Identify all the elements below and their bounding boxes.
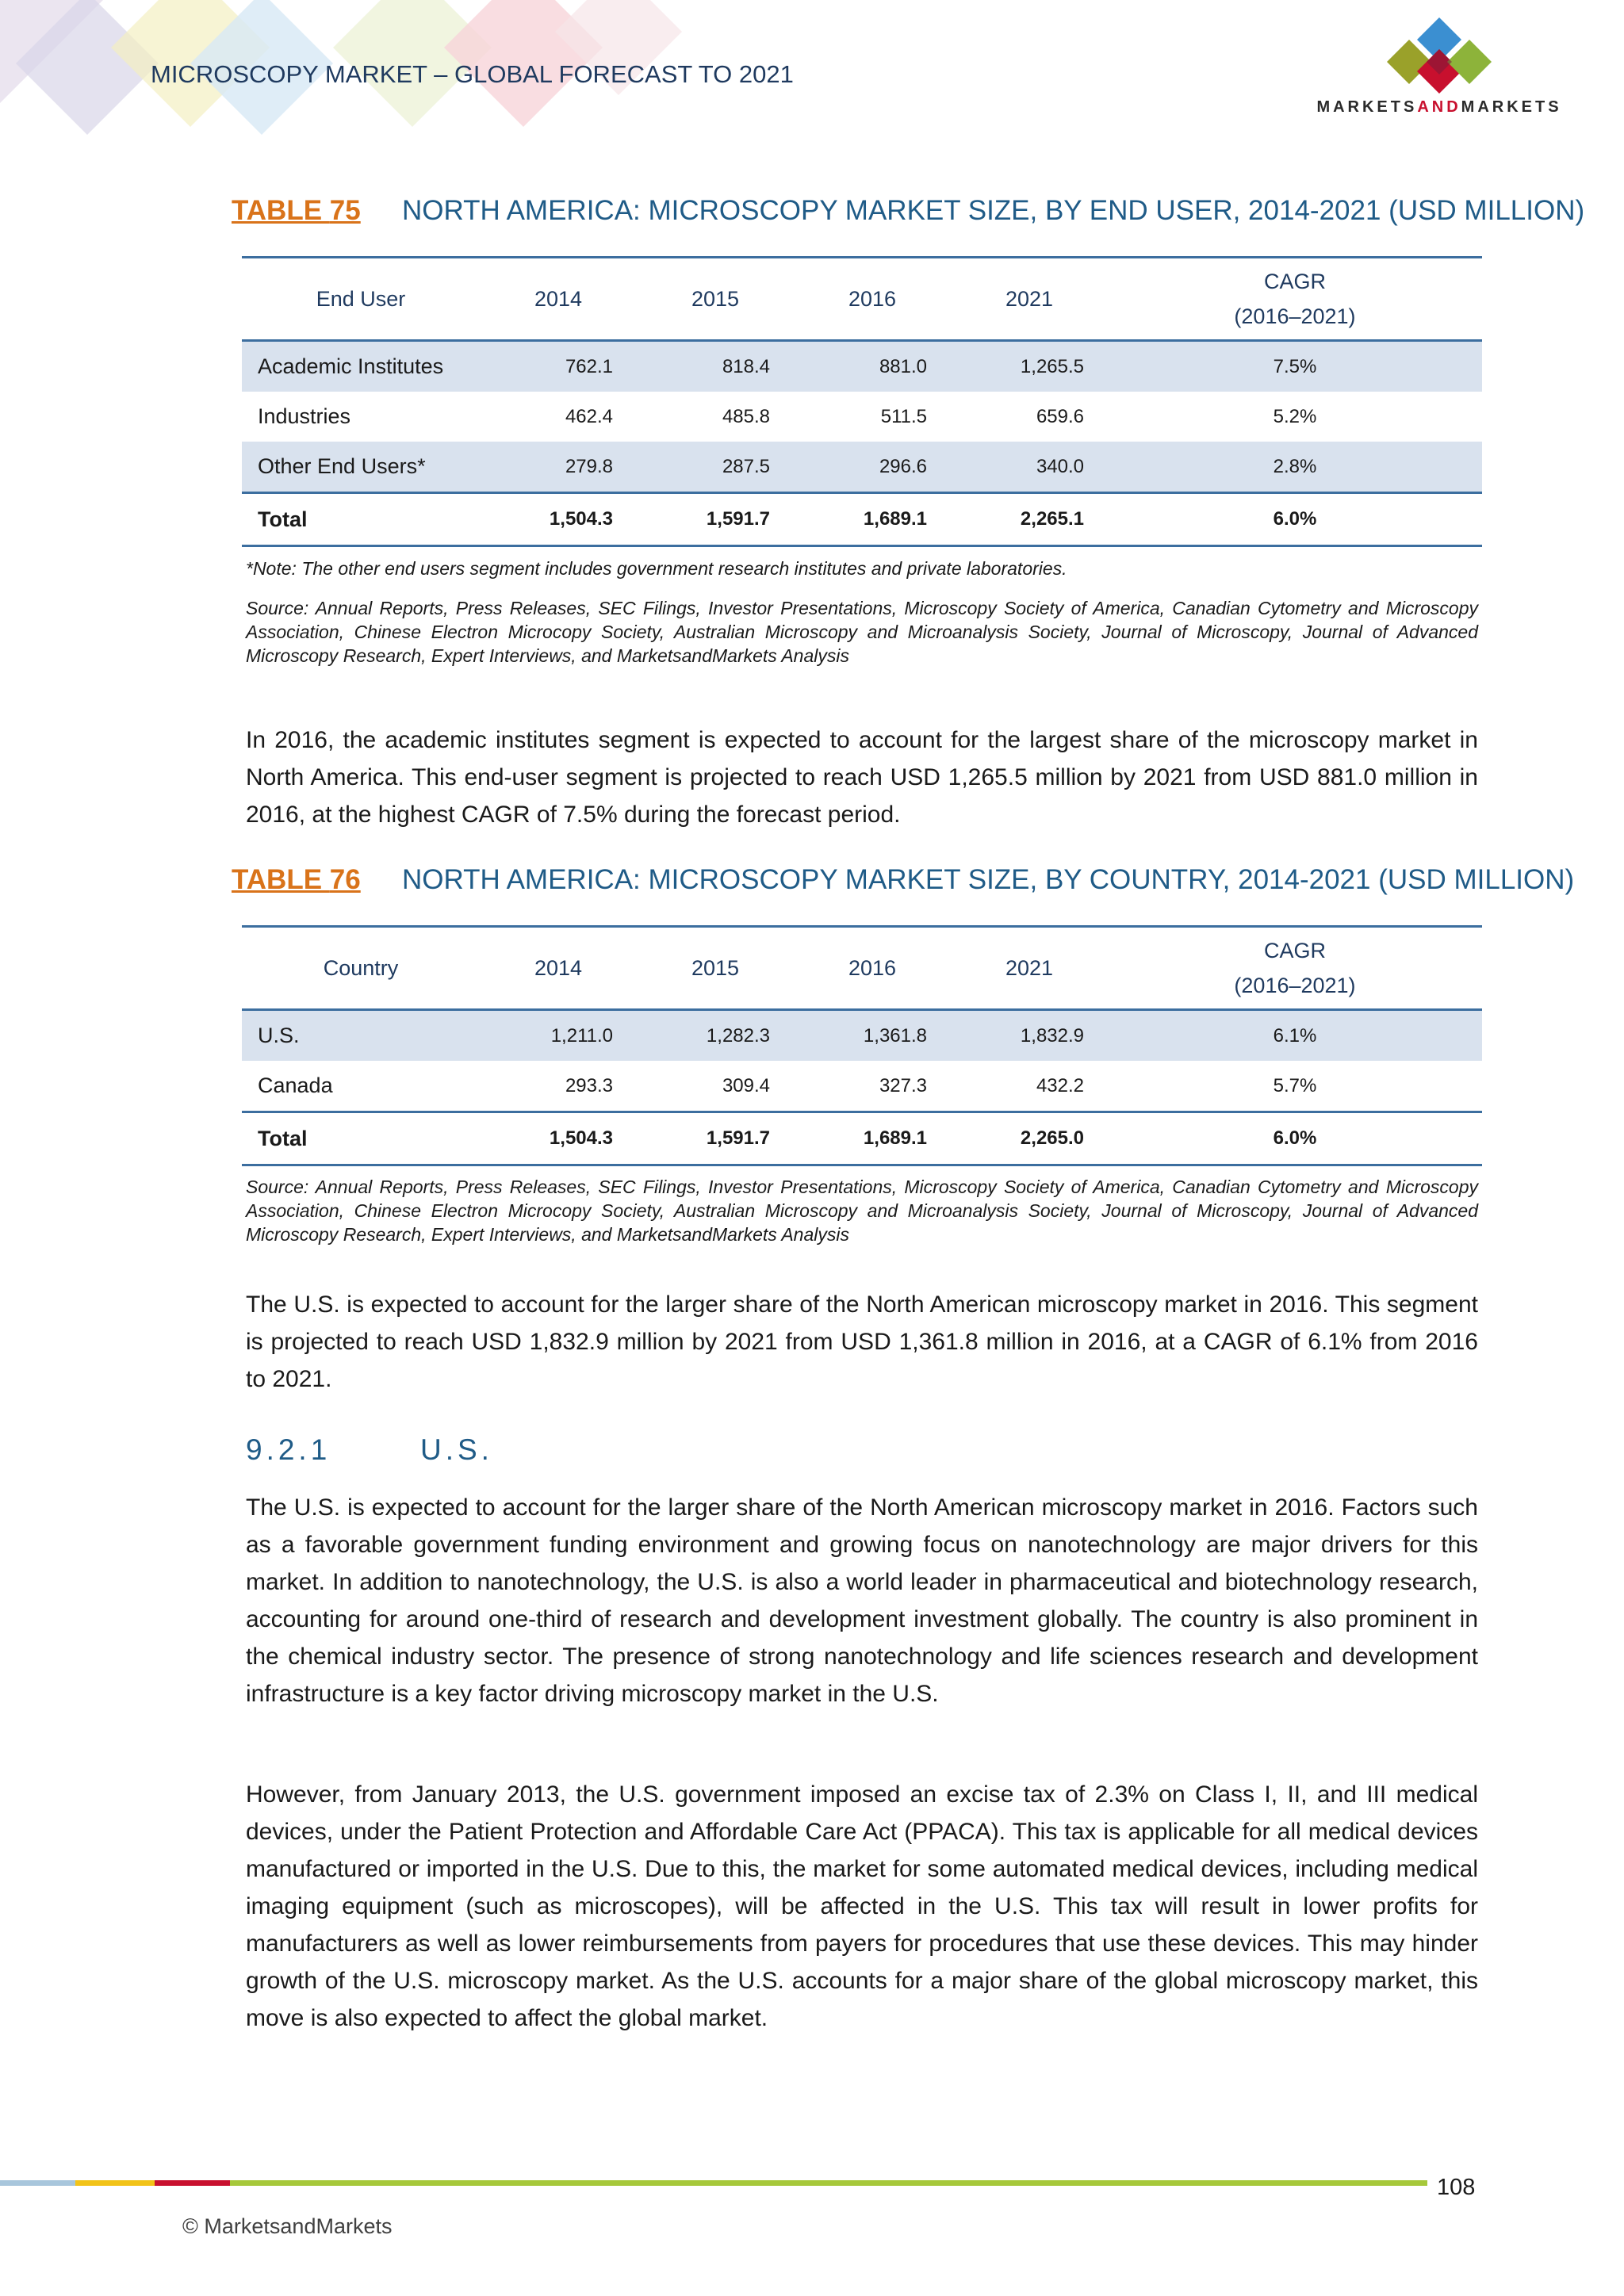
row-label: U.S. (242, 1010, 480, 1062)
copyright: © MarketsandMarkets (182, 2214, 393, 2238)
cell-2021: 659.6 (1036, 405, 1084, 427)
row-label: Academic Institutes (242, 341, 480, 392)
table-75-source: Source: Annual Reports, Press Releases, SEC Filings, Investor Presentations, Microscopy Society of America, Canadian Cytometry and Microscopy Association, Chinese Electron Microcopy Society, Australian Microscopy and Microanalysis Society, Journal of Microscopy, Journal of Advanced Microscopy Research, Expert Interviews, and MarketsandMarkets Analysis (246, 598, 1478, 666)
table-75 (242, 256, 1482, 547)
table-row (242, 392, 1482, 442)
table-header-row (242, 927, 1482, 1010)
row-label: Canada (258, 1073, 333, 1097)
cell-cagr: 7.5% (1108, 341, 1482, 392)
table-76-title: NORTH AMERICA: MICROSCOPY MARKET SIZE, BY COUNTRY, 2014-2021 (USD MILLION) (402, 864, 1575, 895)
column-header: 2015 (637, 927, 794, 1010)
table-total-row (242, 1112, 1482, 1165)
cell-cagr: 6.0% (1108, 493, 1482, 546)
table-75-title: NORTH AMERICA: MICROSCOPY MARKET SIZE, BY END USER, 2014-2021 (USD MILLION) (402, 195, 1585, 226)
table-header-row (242, 258, 1482, 341)
column-header: 2014 (480, 927, 637, 1010)
footer-color-bar (0, 2180, 1427, 2186)
cell-2014: 1,504.3 (480, 1112, 637, 1165)
cell-2014: 279.8 (480, 442, 637, 493)
running-header: MICROSCOPY MARKET – GLOBAL FORECAST TO 2021 (151, 60, 794, 88)
cell-cagr: 6.0% (1108, 1112, 1482, 1165)
cell-2014: 762.1 (480, 341, 637, 392)
logo-wordmark: MARKETSANDMARKETS (1316, 98, 1562, 116)
row-label: Industries (258, 404, 351, 428)
table-row (242, 1010, 1482, 1062)
paragraph-us-drivers: The U.S. is expected to account for the larger share of the North American microscopy market in 2016. Factors such as a favorable government funding environment and growing focus on nanotechnology are major drivers for this market. In addition to nanotechnology, the U.S. is also a world leader in pharmaceutical and biotechnology research, accounting for around one-third of research and development investment globally. The country is also prominent in the chemical industry sector. The presence of strong nanotechnology and life sciences research and development infrastructure is a key factor driving microscopy market in the U.S. (246, 1494, 1478, 1707)
cell-2021: 340.0 (951, 442, 1108, 493)
section-heading (246, 1433, 493, 1467)
table-total-row (242, 493, 1482, 546)
cell-2015: 1,591.7 (637, 493, 794, 546)
cell-2021: 2,265.1 (951, 493, 1108, 546)
table-row (242, 341, 1482, 392)
cell-2015: 1,282.3 (637, 1010, 794, 1062)
table-75-label[interactable]: TABLE 75 (232, 195, 361, 226)
marketsandmarkets-logo (1293, 16, 1586, 119)
cell-2016: 327.3 (879, 1074, 927, 1096)
cell-2016: 1,361.8 (794, 1010, 951, 1062)
cell-2014: 462.4 (565, 405, 613, 427)
column-header: 2015 (637, 258, 794, 341)
cell-2016: 296.6 (794, 442, 951, 493)
column-header: 2016 (794, 258, 951, 341)
row-label: Other End Users* (242, 442, 480, 493)
column-header: 2021 (951, 258, 1108, 341)
cell-2016: 1,689.1 (794, 493, 951, 546)
cell-2014: 1,211.0 (480, 1010, 637, 1062)
cell-2015: 818.4 (637, 341, 794, 392)
cell-2014: 1,504.3 (480, 493, 637, 546)
column-header: Country (242, 927, 480, 1010)
cell-2016: 511.5 (880, 405, 927, 427)
table-76-label[interactable]: TABLE 76 (232, 864, 361, 895)
paragraph-academic-institutes: In 2016, the academic institutes segment is expected to account for the largest share of the microscopy market in North America. This end-user segment is projected to reach USD 1,265.5 million by 2021 from USD 881.0 million in 2016, at the highest CAGR of 7.5% during the forecast period. (246, 727, 1478, 828)
cell-2016: 881.0 (794, 341, 951, 392)
cell-2021: 1,832.9 (951, 1010, 1108, 1062)
table-row (242, 442, 1482, 493)
table-76 (242, 925, 1482, 1166)
column-header: 2021 (951, 927, 1108, 1010)
table-76-caption (232, 864, 1574, 896)
cell-2021: 432.2 (1036, 1074, 1084, 1096)
cell-2015: 485.8 (722, 405, 770, 427)
row-label: Total (242, 493, 480, 546)
cell-cagr: 5.2% (1273, 405, 1317, 427)
column-header: 2014 (480, 258, 637, 341)
section-number: 9.2.1 (246, 1433, 331, 1466)
table-row (242, 1061, 1482, 1112)
cell-2015: 287.5 (637, 442, 794, 493)
section-title: U.S. (420, 1433, 493, 1466)
cell-2014: 293.3 (565, 1074, 613, 1096)
table-75-caption (232, 195, 1584, 227)
column-header-cagr: CAGR (2016–2021) (1108, 927, 1482, 1010)
column-header: 2016 (794, 927, 951, 1010)
column-header: End User (242, 258, 480, 341)
cell-cagr: 2.8% (1108, 442, 1482, 493)
paragraph-us-excise-tax: However, from January 2013, the U.S. government imposed an excise tax of 2.3% on Class I, II, and III medical devices, under the Patient Protection and Affordable Care Act (PPACA). This tax is applicable for all medical devices manufactured or imported in the U.S. Due to this, the market for some automated medical devices, including medical imaging equipment (such as microscopes), will be affected in the U.S. This tax will result in lower profits for manufacturers as well as lower reimbursements from payers for procedures that use these devices. This may hinder growth of the U.S. microscopy market. As the U.S. accounts for a major share of the global microscopy market, this move is also expected to affect the global market. (246, 1781, 1478, 2031)
row-label: Total (242, 1112, 480, 1165)
cell-2015: 309.4 (722, 1074, 770, 1096)
column-header-cagr: CAGR (2016–2021) (1108, 258, 1482, 341)
table-75-note: *Note: The other end users segment includes government research institutes and private laboratories. (246, 558, 1067, 579)
logo-diamonds-icon (1368, 16, 1511, 95)
paragraph-us-share: The U.S. is expected to account for the larger share of the North American microscopy market in 2016. This segment is projected to reach USD 1,832.9 million by 2021 from USD 1,361.8 million in 2016, at a CAGR of 6.1% from 2016 to 2021. (246, 1292, 1478, 1392)
page-number: 108 (1437, 2175, 1476, 2200)
table-76-source: Source: Annual Reports, Press Releases, SEC Filings, Investor Presentations, Microscopy Society of America, Canadian Cytometry and Microscopy Association, Chinese Electron Microcopy Society, Australian Microscopy and Microanalysis Society, Journal of Microscopy, Journal of Advanced Microscopy Research, Expert Interviews, and MarketsandMarkets Analysis (246, 1177, 1478, 1245)
cell-2016: 1,689.1 (794, 1112, 951, 1165)
cell-cagr: 6.1% (1108, 1010, 1482, 1062)
cell-2015: 1,591.7 (637, 1112, 794, 1165)
cell-cagr: 5.7% (1273, 1074, 1317, 1096)
cell-2021: 2,265.0 (951, 1112, 1108, 1165)
cell-2021: 1,265.5 (951, 341, 1108, 392)
